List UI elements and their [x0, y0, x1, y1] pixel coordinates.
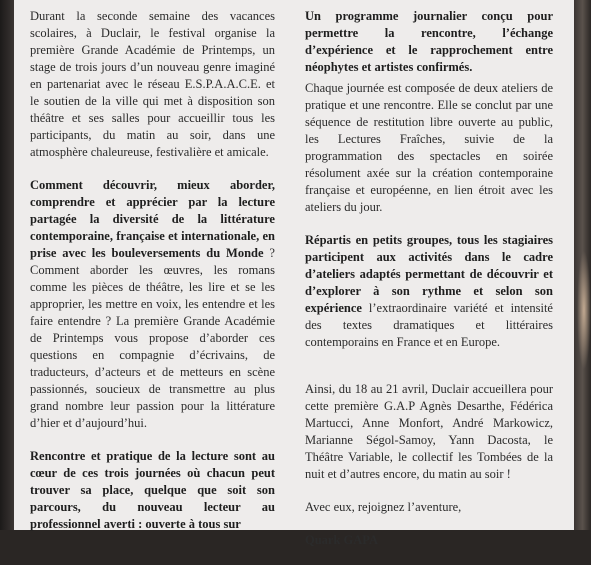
question-text: ? Comment aborder les œuvres, les romans comme les pièces de théâtre, les lire et se les approprier, les mettre en voix, les entendre et les faire entendre ? La première Grande Académie de Printemps vous propose d’aborder ces questions en compagnie d’écrivains, de traducteurs, d’acteurs et de metteurs en scène passionnés, soucieux de transmettre au plus grand nombre leur passion pour la littérature d’hier et d’aujourd’hui. [30, 246, 275, 430]
daily-program-paragraph: Chaque journée est composée de deux ateliers de pratique et une rencontre. Elle se conclut par une séquence de restitution libre ouverte au public, les Lectures Fraîches, suivie de la programmation des spectacles en soirée résolument axée sur la création contemporaine française et européenne, en lien étroit avec les ateliers du jour. [305, 81, 553, 214]
practice-bold: Rencontre et pratique de la lecture sont au cœur de ces trois journées où chacun peut trouver sa place, quelque que soit son parcours, du nouveau lecteur au professionnel averti : ouverte à tous sur [30, 449, 275, 531]
question-paragraph [30, 177, 275, 432]
question-bold: Comment découvrir, mieux aborder, comprendre et apprécier par la lecture partagée la diversité de la littérature contemporaine, française et internationale, en prise avec les bouleversements du Monde [30, 178, 275, 260]
right-column [305, 8, 553, 565]
light-glow [577, 250, 591, 370]
program-bold: Un programme journalier conçu pour permettre la rencontre, l’échange d’expérience et le rapprochement entre néophytes et artistes confirmés. [305, 9, 553, 74]
intro-paragraph: Durant la seconde semaine des vacances scolaires, à Duclair, le festival organise la première Grande Académie de Printemps, un stage de trois jours d’un nouveau genre imaginé en partenariat avec le réseau E.S.P.A.A.C.E. et le soutien de la ville qui met à disposition son théâtre et ses salles pour accueillir tous les participants, du matin au soir, dans une atmosphère chaleureuse, festivalière et amicale. [30, 9, 275, 159]
left-frame-edge [0, 0, 14, 530]
invitation-line: Avec eux, rejoignez l’aventure, [305, 500, 462, 514]
left-column [30, 8, 275, 549]
dates-paragraph: Ainsi, du 18 au 21 avril, Duclair accueillera pour cette première G.A.P Agnès Desarthe, Fédérica Martucci, Anne Monfort, André Markowicz, Marianne Ségol-Samoy, Yann Dacosta, le Théâtre Variable, le collectif les Tombées de la nuit et d’autres encore, du matin au soir ! [305, 382, 553, 481]
program-heading-paragraph [305, 8, 553, 76]
signature-line: Quark GAPA [305, 533, 379, 547]
groups-bold: Répartis en petits groupes, tous les stagiaires participent aux activités dans le cadre d’ateliers adaptés permettant de découvrir et d’explorer à son rythme et selon son expérience [305, 233, 553, 315]
groups-paragraph [305, 232, 553, 351]
document-page [14, 0, 574, 547]
groups-text: l’extraordinaire variété et intensité des textes dramatiques et littéraires contemporains en France et en Europe. [305, 301, 553, 349]
practice-paragraph [30, 448, 275, 533]
